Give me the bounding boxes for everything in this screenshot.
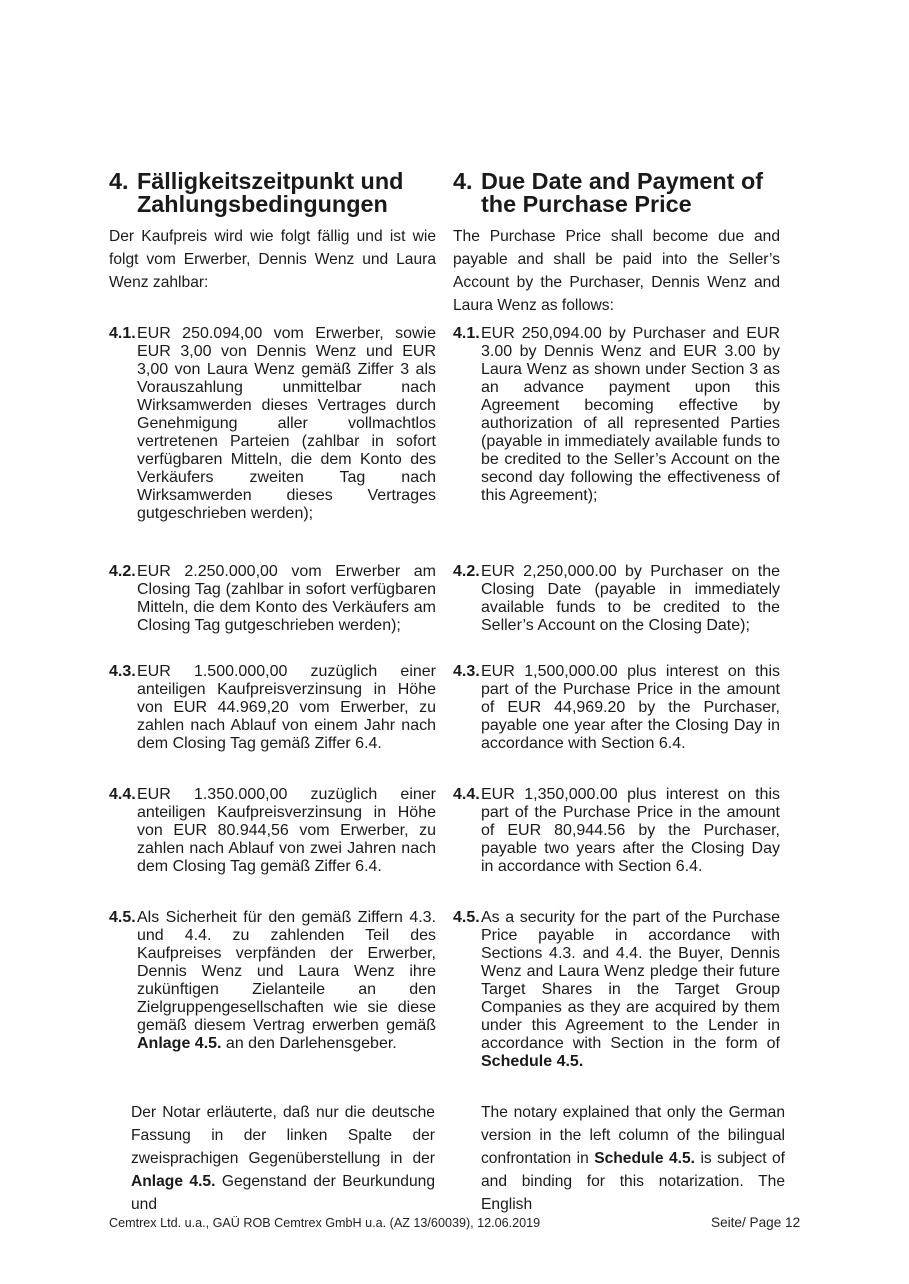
clause-number: 4.2. (109, 563, 136, 580)
clause-4-5-en (453, 909, 780, 1071)
clause-text-part: Als Sicherheit für den gemäß Ziffern 4.3. und 4.4. zu zahlenden Teil des Kaufpreises verpfänden der Erwerber, Dennis Wenz und Laura Wenz ihre zukünftigen Zielanteile an den Zielgruppengesellschaften wie sie diese gemäß diesem Vertrag erwerben gemäß (137, 909, 436, 1034)
schedule-reference: Schedule 4.5. (481, 1053, 584, 1070)
clause-number: 4.4. (453, 786, 480, 803)
clause-text-en (481, 909, 780, 1071)
section-heading-de (109, 170, 436, 216)
section-title-de: Fälligkeitszeitpunkt und Zahlungsbedingungen (137, 168, 404, 217)
clause-4-1-en (453, 325, 780, 505)
clause-text-en: EUR 2,250,000.00 by Purchaser on the Closing Date (payable in immediately available funds to be credited to the Seller’s Account on the Closing Date); (481, 563, 780, 634)
clause-text-part: an den Darlehensgeber. (221, 1035, 397, 1052)
note-text-part: is subject of and binding for this notarization. The English (481, 1150, 786, 1213)
clause-text-en: EUR 1,350,000.00 plus interest on this part of the Purchase Price in the amount of EUR 80,944.56 by the Purchaser, payable two years after the Closing Day in accordance with Section 6.4. (481, 786, 780, 875)
clause-text-en: EUR 1,500,000.00 plus interest on this part of the Purchase Price in the amount of EUR 44,969.20 by the Purchaser, payable one year after the Closing Day in accordance with Section 6.4. (481, 663, 780, 752)
clause-number: 4.3. (109, 663, 136, 680)
clause-4-4-en (453, 786, 780, 876)
intro-paragraph-en: The Purchase Price shall become due and payable and shall be paid into the Seller’s Account by the Purchaser, Dennis Wenz and Laura Wenz as follows: (453, 228, 780, 314)
clause-number: 4.5. (453, 909, 480, 926)
section-number: 4. (453, 168, 473, 194)
notary-note-en (481, 1101, 785, 1216)
clause-text-en: EUR 250,094.00 by Purchaser and EUR 3.00 by Dennis Wenz and EUR 3.00 by Laura Wenz as shown under Section 3 as an advance payment upon this Agreement becoming effective by authorization of all represented Parties (payable in immediately available funds to be credited to the Seller’s Account on the second day following the effectiveness of this Agreement); (481, 325, 780, 504)
section-4-de (109, 170, 436, 294)
clause-4-2-de (109, 563, 436, 635)
clause-text-de: EUR 1.500.000,00 zuzüglich einer anteiligen Kaufpreisverzinsung in Höhe von EUR 44.969,20 vom Erwerber, zu zahlen nach Ablauf von einem Jahr nach dem Closing Tag gemäß Ziffer 6.4. (137, 663, 436, 752)
clause-number: 4.2. (453, 563, 480, 580)
clause-4-5-de (109, 909, 436, 1053)
section-title-en: Due Date and Payment of the Purchase Price (481, 168, 764, 217)
schedule-reference: Anlage 4.5. (131, 1173, 216, 1190)
clause-number: 4.3. (453, 663, 480, 680)
clause-4-2-en (453, 563, 780, 635)
intro-paragraph-de: Der Kaufpreis wird wie folgt fällig und ist wie folgt vom Erwerber, Dennis Wenz und Laura Wenz zahlbar: (109, 228, 436, 291)
schedule-reference: Anlage 4.5. (137, 1035, 222, 1052)
clause-4-1-de (109, 325, 436, 523)
section-heading-en (453, 170, 780, 216)
note-text-part: Der Notar erläuterte, daß nur die deutsche Fassung in der linken Spalte der zweisprachigen Gegenüberstellung in der (131, 1104, 435, 1167)
note-text-part: Gegenstand der Beurkundung und (131, 1173, 435, 1213)
clause-4-3-de (109, 663, 436, 753)
clause-number: 4.1. (109, 325, 136, 342)
clause-text-part: As a security for the part of the Purchase Price payable in accordance with Sections 4.3. and 4.4. the Buyer, Dennis Wenz and Laura Wenz pledge their future Target Shares in the Target Group Companies as they are acquired by them under this Agreement to the Lender in accordance with Section in the form of (481, 909, 780, 1052)
clause-number: 4.4. (109, 786, 136, 803)
clause-4-4-de (109, 786, 436, 876)
clause-text-de: EUR 2.250.000,00 vom Erwerber am Closing Tag (zahlbar in sofort verfügbaren Mitteln, die dem Konto des Verkäufers am Closing Tag gutgeschrieben werden); (137, 563, 436, 634)
schedule-reference: Schedule 4.5. (594, 1150, 695, 1167)
clause-4-3-en (453, 663, 780, 753)
clause-text-de (137, 909, 436, 1053)
note-text-part: The notary explained that only the German version in the left column of the bilingual confrontation in (481, 1104, 785, 1167)
clause-number: 4.1. (453, 325, 480, 342)
section-4-en (453, 170, 780, 317)
clause-number: 4.5. (109, 909, 136, 926)
notary-note-de (131, 1101, 435, 1216)
clause-text-de: EUR 250.094,00 vom Erwerber, sowie EUR 3,00 von Dennis Wenz und EUR 3,00 von Laura Wenz gemäß Ziffer 3 als Vorauszahlung unmittelbar nach Wirksamwerden dieses Vertrages durch Genehmigung aller vollmachtlos vertretenen Parteien (zahlbar in sofort verfügbaren Mitteln, die dem Konto des Verkäufers zweiten Tag nach Wirksamwerden dieses Vertrages gutgeschrieben werden); (137, 325, 436, 522)
footer-page-number: Seite/ Page 12 (711, 1215, 801, 1230)
footer-document-reference: Cemtrex Ltd. u.a., GAÜ ROB Cemtrex GmbH u.a. (AZ 13/60039), 12.06.2019 (109, 1216, 541, 1230)
clause-text-de: EUR 1.350.000,00 zuzüglich einer anteiligen Kaufpreisverzinsung in Höhe von EUR 80.944,56 vom Erwerber, zu zahlen nach Ablauf von zwei Jahren nach dem Closing Tag gemäß Ziffer 6.4. (137, 786, 436, 875)
section-number: 4. (109, 168, 129, 194)
